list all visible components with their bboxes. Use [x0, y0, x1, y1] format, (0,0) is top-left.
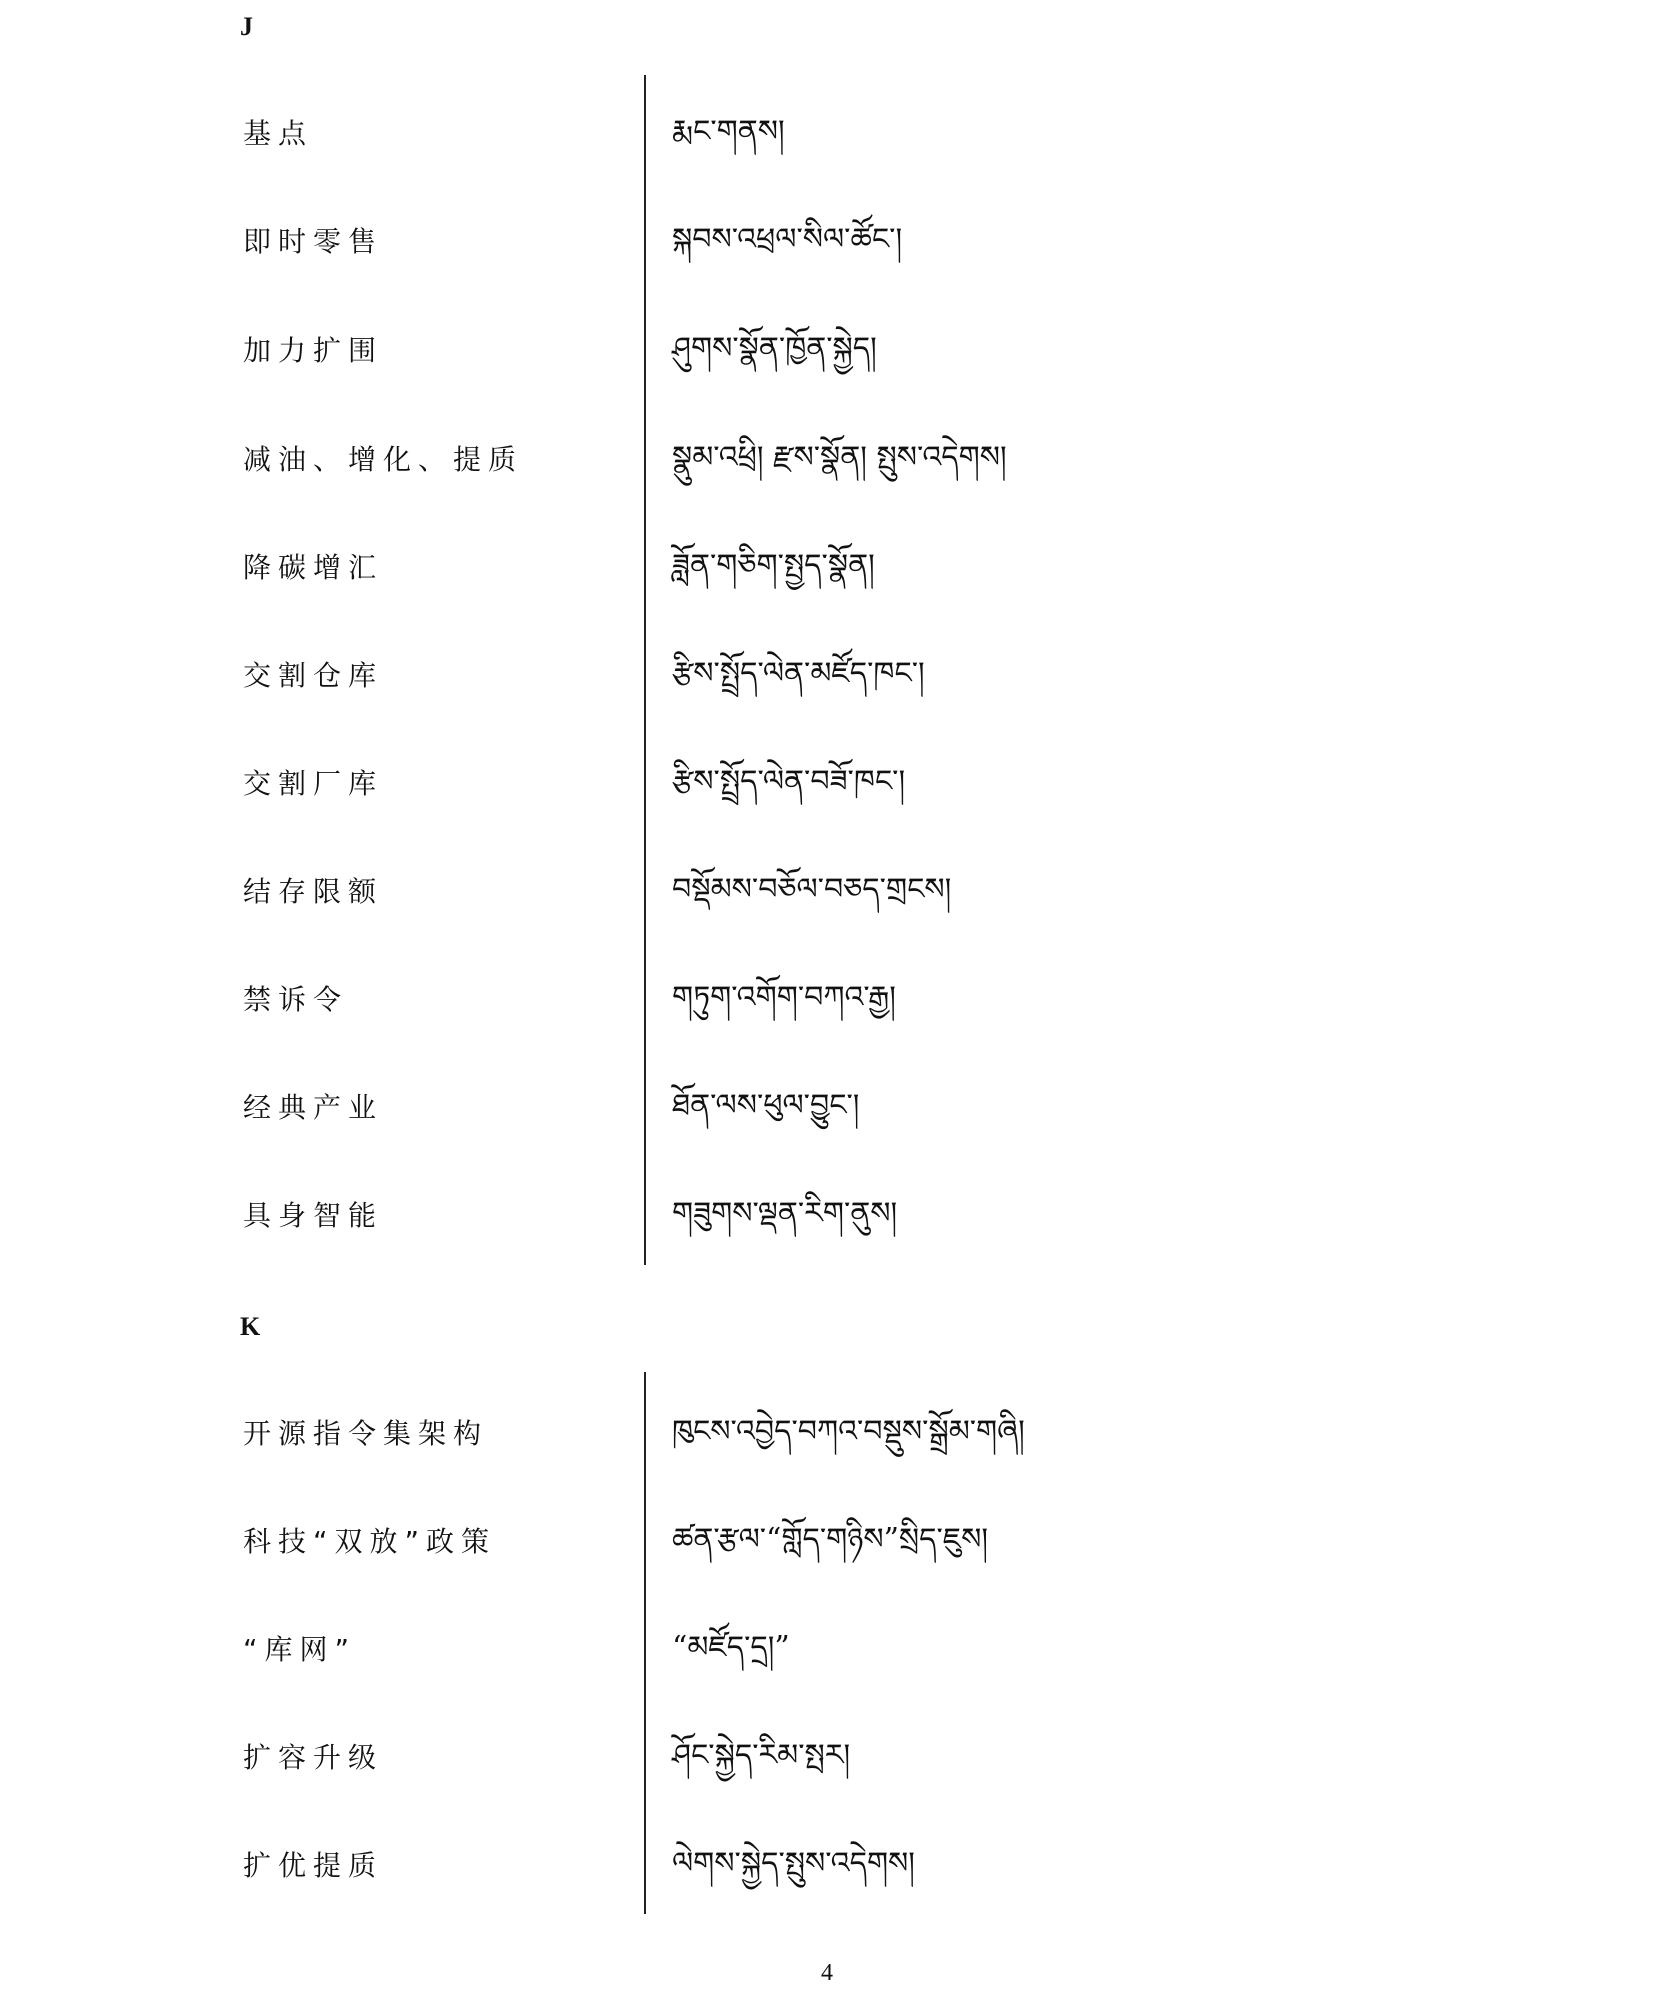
tibetan-term: ཤོང་སྐྱེད་རིམ་སྤར། [672, 1738, 851, 1773]
glossary-row [0, 440, 1654, 480]
glossary-row [0, 1196, 1654, 1236]
chinese-term: 加力扩围 [243, 334, 384, 367]
tibetan-term: གཏུག་འགོག་བཀའ་རྒྱ། [672, 980, 896, 1015]
chinese-term: 科技“双放”政策 [243, 1525, 497, 1558]
chinese-term: 交割厂库 [243, 767, 384, 800]
tibetan-term: ཟློན་གཅིག་སྤྱད་སྣོན། [672, 548, 875, 583]
tibetan-term: རྩིས་སྤྲོད་ལེན་བཟོ་ཁང་། [672, 764, 906, 799]
chinese-term: 结存限额 [243, 875, 384, 908]
tibetan-term: སྐབས་འཕྲལ་སིལ་ཚོང་། [672, 222, 903, 257]
tibetan-term: ཐོན་ལས་ཕུལ་བྱུང་། [672, 1088, 860, 1123]
tibetan-term: ཤུགས་སྣོན་ཁྱོན་སྐྱེད། [672, 331, 877, 366]
glossary-row [0, 1414, 1654, 1454]
glossary-row [0, 222, 1654, 262]
tibetan-term: བསྡོམས་བཅོལ་བཅད་གྲངས། [672, 872, 952, 907]
section-letter: J [240, 12, 253, 41]
glossary-row [0, 656, 1654, 696]
glossary-row [0, 548, 1654, 588]
chinese-term: 减油、增化、提质 [243, 443, 524, 476]
section-letter: K [240, 1312, 261, 1341]
tibetan-term: ལེགས་སྐྱེད་སྤུས་འདེགས། [672, 1846, 915, 1881]
chinese-term: “库网” [243, 1633, 357, 1666]
glossary-row [0, 1522, 1654, 1562]
glossary-row [0, 1846, 1654, 1886]
tibetan-term: ཁུངས་འབྱེད་བཀའ་བསྡུས་སྒྲོམ་གཞི། [672, 1414, 1025, 1449]
glossary-row [0, 114, 1654, 154]
glossary-row [0, 764, 1654, 804]
chinese-term: 禁诉令 [243, 983, 349, 1016]
chinese-term: 经典产业 [243, 1091, 384, 1124]
page-number: 4 [821, 1960, 833, 1986]
glossary-row [0, 1088, 1654, 1128]
tibetan-term: གཟུགས་ལྡན་རིག་ནུས། [672, 1196, 898, 1231]
glossary-row [0, 1630, 1654, 1670]
chinese-term: 即时零售 [243, 225, 384, 258]
chinese-term: 具身智能 [243, 1199, 384, 1232]
tibetan-term: རྨང་གནས། [672, 114, 785, 149]
chinese-term: 交割仓库 [243, 659, 384, 692]
chinese-term: 开源指令集架构 [243, 1417, 489, 1450]
tibetan-term: རྩིས་སྤྲོད་ལེན་མཛོད་ཁང་། [672, 656, 925, 691]
glossary-row [0, 1738, 1654, 1778]
tibetan-term: སྣུམ་འཕྲི། རྫས་སྣོན། སྤུས་འདེགས། [672, 440, 1007, 475]
chinese-term: 基点 [243, 117, 314, 150]
glossary-row [0, 872, 1654, 912]
chinese-term: 降碳增汇 [243, 551, 384, 584]
tibetan-term: “མཛོད་དྲ།” [672, 1630, 790, 1665]
glossary-row [0, 980, 1654, 1020]
glossary-row [0, 331, 1654, 371]
chinese-term: 扩容升级 [243, 1741, 384, 1774]
tibetan-term: ཚན་རྩལ་“གློད་གཉིས”སྲིད་ཇུས། [672, 1522, 989, 1557]
chinese-term: 扩优提质 [243, 1849, 384, 1882]
